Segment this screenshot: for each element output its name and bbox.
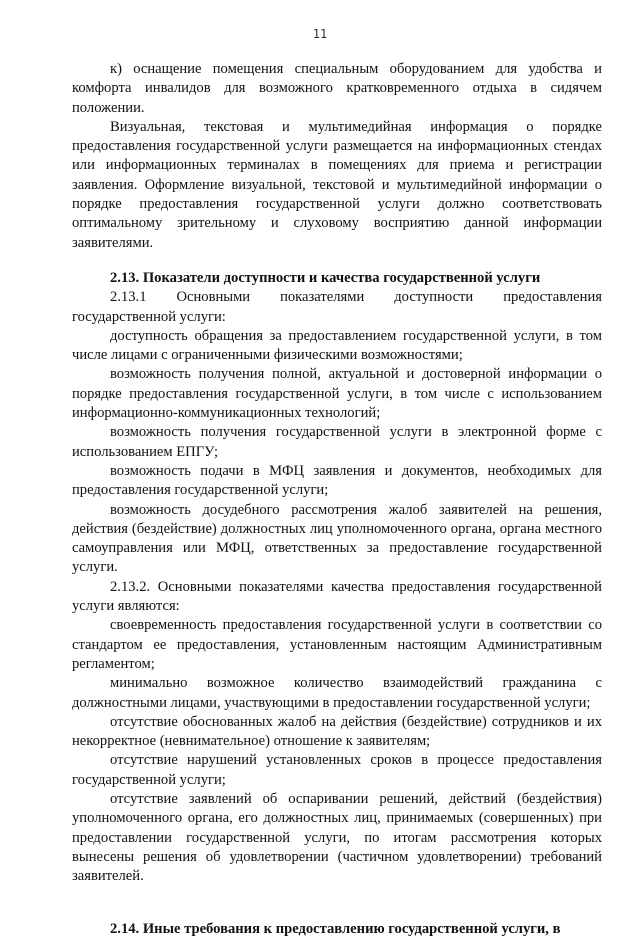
paragraph-visual-info: Визуальная, текстовая и мультимедийная информация о порядке предоставления государственной услуги размещается на информационных стендах или информационных терминалах в помещениях для приема и регистрации заявления. Оформление визуальной, текстовой и мультимедийной информации о порядке предоставления государственной услуги должно соответствовать оптимальному зрительному и слуховому восприятию данной информации заявителями. (72, 118, 602, 251)
list-item: отсутствие обоснованных жалоб на действия (бездействие) сотрудников и их некорректное (невнимательное) отношение к заявителям; (72, 713, 602, 750)
list-item: минимально возможное количество взаимодействий гражданина с должностными лицами, участвующими в предоставлении государственной услуги; (72, 675, 602, 711)
section-heading-2-13: 2.13. Показатели доступности и качества государственной услуги (110, 269, 541, 286)
page-number: 11 (312, 27, 328, 41)
list-item: своевременность предоставления государственной услуги в соответствии со стандартом ее предоставления, установленным настоящим Административным регламентом; (72, 617, 602, 672)
list-item: возможность досудебного рассмотрения жалоб заявителей на решения, действия (бездействие) должностных лиц уполномоченного органа, органа местного самоуправления или МФЦ, ответственных за предоставление государственной услуги. (72, 501, 602, 576)
list-item: отсутствие заявлений об оспаривании решений, действий (бездействия) уполномоченного органа, его должностных лиц, принимаемых (совершенных) при предоставлении государственной услуги, по итогам рассмотрения которых вынесены решения об удовлетворении (частичном удовлетворении) требований заявителей. (72, 790, 602, 885)
list-item: возможность подачи в МФЦ заявления и документов, необходимых для предоставления государственной услуги; (72, 462, 602, 499)
list-item: возможность получения полной, актуальной и достоверной информации о порядке предоставления государственной услуги, в том числе с использованием информационно-коммуникационных технологий; (72, 366, 602, 422)
list-item: доступность обращения за предоставлением государственной услуги, в том числе лицами с ограниченными физическими возможностями; (72, 327, 602, 364)
list-item: отсутствие нарушений установленных сроков в процессе предоставления государственной услуги; (72, 752, 602, 788)
document-body (72, 60, 602, 940)
paragraph-equipment: к) оснащение помещения специальным оборудованием для удобства и комфорта инвалидов для возможного кратковременного отдыха в сидячем положении. (72, 61, 602, 116)
section-heading-2-14: 2.14. Иные требования к предоставлению государственной услуги, в (110, 921, 561, 938)
list-item: возможность получения государственной услуги в электронной форме с использованием ЕПГУ; (72, 424, 602, 460)
subsection-lead-2-13-1: 2.13.1 Основными показателями доступности предоставления государственной услуги: (72, 289, 602, 325)
subsection-lead-2-13-2: 2.13.2. Основными показателями качества предоставления государственной услуги являются: (72, 578, 602, 615)
